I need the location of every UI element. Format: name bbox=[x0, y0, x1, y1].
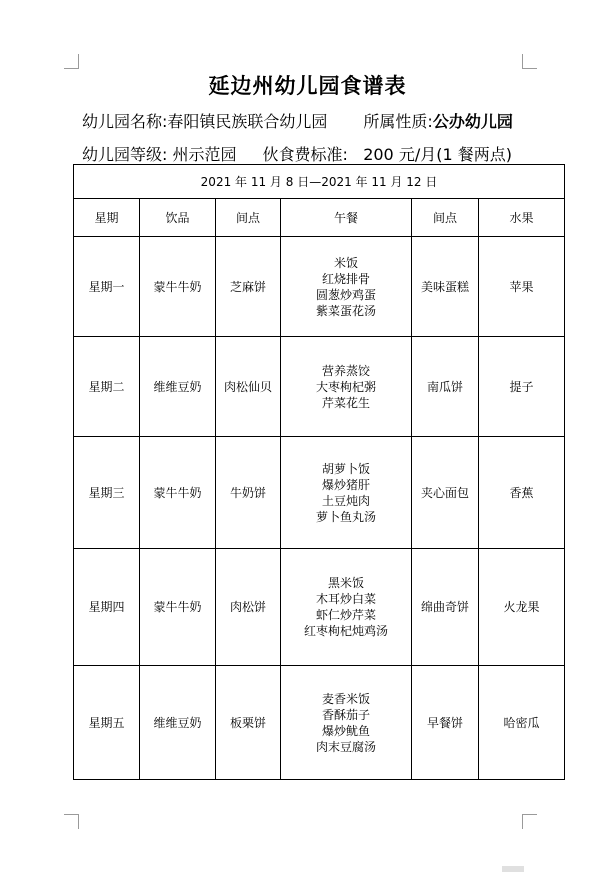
fee-label: 伙食费标准: bbox=[262, 145, 348, 164]
snack-afternoon-cell: 夹心面包 bbox=[412, 437, 479, 549]
header-snack-afternoon: 间点 bbox=[412, 199, 479, 237]
drink-cell: 维维豆奶 bbox=[140, 337, 216, 437]
lunch-item: 爆炒鱿鱼 bbox=[321, 723, 370, 738]
table-row bbox=[74, 666, 565, 780]
snack-morning-cell: 牛奶饼 bbox=[216, 437, 281, 549]
header-snack-morning: 间点 bbox=[216, 199, 281, 237]
name-value: 春阳镇民族联合幼儿园 bbox=[167, 112, 328, 131]
day-cell: 星期五 bbox=[74, 666, 140, 780]
fruit-cell: 提子 bbox=[479, 337, 565, 437]
lunch-item: 紫菜蛋花汤 bbox=[315, 303, 376, 318]
lunch-item: 木耳炒白菜 bbox=[315, 592, 376, 606]
lunch-cell bbox=[281, 549, 412, 666]
lunch-item: 圆葱炒鸡蛋 bbox=[315, 287, 376, 302]
level-value: 州示范园 bbox=[172, 145, 237, 164]
lunch-cell bbox=[281, 437, 412, 549]
crop-mark-top-right bbox=[522, 54, 537, 69]
crop-mark-bottom-left bbox=[64, 814, 79, 829]
level-label: 幼儿园等级: bbox=[82, 145, 168, 164]
crop-mark-top-left bbox=[64, 54, 79, 69]
nature-label: 所属性质: bbox=[363, 112, 433, 131]
lunch-item: 芹菜花生 bbox=[321, 395, 370, 410]
snack-afternoon-cell: 南瓜饼 bbox=[412, 337, 479, 437]
fruit-cell: 哈密瓜 bbox=[479, 666, 565, 780]
fruit-cell: 香蕉 bbox=[479, 437, 565, 549]
lunch-item: 黑米饭 bbox=[327, 576, 364, 590]
lunch-item: 爆炒猪肝 bbox=[321, 477, 370, 492]
header-drink: 饮品 bbox=[140, 199, 216, 237]
snack-morning-cell: 肉松仙贝 bbox=[216, 337, 281, 437]
header-weekday: 星期 bbox=[74, 199, 140, 237]
lunch-cell bbox=[281, 237, 412, 337]
lunch-cell bbox=[281, 666, 412, 780]
lunch-item: 香酥茄子 bbox=[321, 707, 370, 722]
horizontal-scrollbar[interactable] bbox=[502, 866, 524, 872]
info-line-name-nature bbox=[82, 109, 513, 132]
date-range-row bbox=[74, 165, 565, 199]
fruit-cell: 苹果 bbox=[479, 237, 565, 337]
lunch-item: 麦香米饭 bbox=[321, 691, 370, 706]
drink-cell: 维维豆奶 bbox=[140, 666, 216, 780]
lunch-item: 胡萝卜饭 bbox=[321, 461, 370, 476]
menu-table bbox=[73, 164, 565, 780]
lunch-cell bbox=[281, 337, 412, 437]
drink-cell: 蒙牛牛奶 bbox=[140, 549, 216, 666]
table-row bbox=[74, 437, 565, 549]
nature-value: 公办幼儿园 bbox=[432, 112, 513, 131]
lunch-item: 虾仁炒芹菜 bbox=[315, 608, 376, 622]
name-label: 幼儿园名称: bbox=[82, 112, 168, 131]
lunch-item: 肉末豆腐汤 bbox=[315, 739, 376, 754]
drink-cell: 蒙牛牛奶 bbox=[140, 237, 216, 337]
lunch-item: 米饭 bbox=[333, 255, 358, 270]
lunch-item: 萝卜鱼丸汤 bbox=[315, 509, 376, 524]
snack-afternoon-cell: 美味蛋糕 bbox=[412, 237, 479, 337]
fee-value: 200 元/月(1 餐两点) bbox=[363, 145, 512, 164]
info-line-level-fee bbox=[82, 142, 512, 165]
page-title: 延边州幼儿园食谱表 bbox=[208, 74, 407, 98]
table-row bbox=[74, 549, 565, 666]
lunch-item: 土豆炖肉 bbox=[321, 493, 370, 508]
day-cell: 星期一 bbox=[74, 237, 140, 337]
lunch-item: 红烧排骨 bbox=[321, 271, 370, 286]
snack-morning-cell: 芝麻饼 bbox=[216, 237, 281, 337]
header-lunch: 午餐 bbox=[281, 199, 412, 237]
header-fruit: 水果 bbox=[479, 199, 565, 237]
crop-mark-bottom-right bbox=[522, 814, 537, 829]
lunch-item: 红枣枸杞炖鸡汤 bbox=[303, 624, 388, 638]
drink-cell: 蒙牛牛奶 bbox=[140, 437, 216, 549]
lunch-item: 大枣枸杞粥 bbox=[315, 379, 376, 394]
snack-morning-cell: 板栗饼 bbox=[216, 666, 281, 780]
day-cell: 星期二 bbox=[74, 337, 140, 437]
day-cell: 星期三 bbox=[74, 437, 140, 549]
table-row bbox=[74, 337, 565, 437]
lunch-item: 营养蒸饺 bbox=[321, 363, 370, 378]
snack-afternoon-cell: 早餐饼 bbox=[412, 666, 479, 780]
table-row bbox=[74, 237, 565, 337]
day-cell: 星期四 bbox=[74, 549, 140, 666]
header-row bbox=[74, 199, 565, 237]
fruit-cell: 火龙果 bbox=[479, 549, 565, 666]
date-range: 2021 年 11 月 8 日—2021 年 11 月 12 日 bbox=[74, 165, 565, 199]
snack-afternoon-cell: 绵曲奇饼 bbox=[412, 549, 479, 666]
snack-morning-cell: 肉松饼 bbox=[216, 549, 281, 666]
